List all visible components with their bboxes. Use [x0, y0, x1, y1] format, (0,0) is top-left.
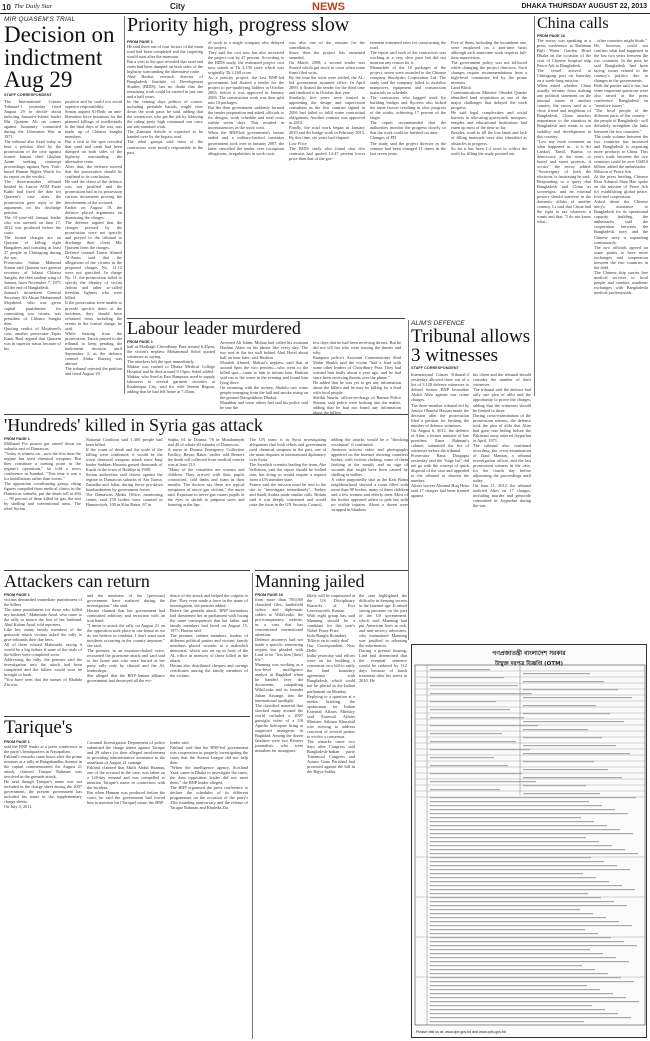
column: Saqba, 61 in Douma, 76 in Moadamiyeh and 40 of whole all suburbs of Damascus. A nurse at Douma Emergency Collection Facility, Bayan Baker, earlier told Reuters the death toll collected from medical centres was at least 213. "Many of the casualties are women and children. They arrived with their pupils constricted, cold limbs and foam in their mouths. The doctors say these are typical symptoms of nerve gas victims," the nurse said. Exposure to nerve gas causes pupils in the eyes to shrink to pinpoint sizes and foaming at the lips.: [167, 436, 245, 508]
column: likely will be imprisoned at the US Disciplinary Barracks at Fort Leavenworth, Kansas. With eight group has said Manning should be a candidate for this year's Nobel Peace Prize. Indo-Bangla Boundary 'Efforts on to ratify deal' Our Correspondent, New Delhi India yesterday said efforts were on for building a consensus on a bill to ratify the land boundary agreement with Bangladesh, which could not be placed in the Indian parliament on Monday. Replying to a question at a media briefing, the spokesman for Indian External Affairs Ministry said External Affairs Minister Salman Khurshid was striving to address concerns of several parties to evolve a consensus. The remarks came two days after Congress said Bangladesh-Indian party Trinamool Congress and Assam Gana Parishad had protested against the bill in the Rajya Sabha.: [307, 592, 355, 775]
article-attackers: [4, 573, 250, 713]
column: Criminal Investigation Department of police submitted the charge sheets against Tarique and 29 others for their alleged involvement in providing administrative assistance to the assailants of August 21 carnage. Fakhrul claimed that Mufti Abdul Hannan, one of the accused in the case, was taken on a 120-day remand and was compelled to mention Tarique's name in connection with the incident. But when Hannan was produced before the court, he said the government had forced him to mention his [Tarique] name, the BNP: [87, 739, 165, 806]
column: Arrested Ali Islam, Mohan had called his assistant Hashim Alam on his phone like every day. The two met at the tea stall behind Abul Hotel about half an hour later, said Hashim. Motaleb Ahmed, Maktar's nephew, said that at around 6pm the two persons—who went to the killed spot—came to him to inform him. Hashim said ran to the scene in the evening and found him lying there. On returning with the money, Shakilu saw some people emerging from the hall and smoke rising on the ground (Saogoddoon Dhaka). Matubbar and some others had said his police said he saw the: [220, 339, 308, 411]
headline: Decision on indictment Aug 29: [4, 22, 115, 93]
column: The envoy was speaking at a press conference at Ruthman Bijli Water Garden Hotel Dhaka on the occasion of the visit of Chinese hospital ship Peace Ark to Bangladesh. The vessel arrived at Chittagong port on Saturday on a week-long mission. When asked whether China usually refrains from making any political statement on the internal issues of another country, the envoy said as a close friend and neighbour of Bangladesh, China attaches importance to the situation in Bangladesh and wants to see stability and development in this country. "Lest any fresh comment on what happened in... is it Sri Lanka's Tamil, Burma or democracy at the time, or hartal and street protests, it occurs" the envoy added. "Sovereignty of both the elections, is frustrating he said. Responding to a query that Bangladesh and China as sovereigns, and no external powers should interfere in the domestic affairs of another country, Li said that China had the right to say whatever it wants and that, "I do not know what...: [537, 37, 591, 225]
article-labour: [127, 318, 405, 416]
ad-footer: Please visit us at: www.dpe.gov.bd and www.cptu.gov.bd: [416, 1030, 506, 1034]
column: National Coalition said 1,300 people had been killed. If the count of death and the scale of the killing were confirmed, it would be the worst chemical weapons attack since Iraqi leader Saddam Hussein gassed thousands of Kurds in the town of Halabja in 1988. Syrian authorities said claims against the regime in Damascus suburbs of Ain Tarma, Zamalka and Jobar, during fierce pro-dawn bombardments by government forces. The Damascus Media Office, monitoring centre, said 150 bodies were counted in Hamouriyeh, 100 in Kfar Batna, 67 in: [85, 436, 163, 508]
page-number: 10: [2, 3, 11, 12]
from-page: FROM PAGE 1: [127, 39, 153, 44]
paper-name: The Daily Star: [14, 3, 53, 10]
column: International Crimes Tribunal-2 yesterday allowed three out of a list of 3,128 defence witnesses to defend former BNP lawmaker Abdul Alim against war crime charges. The three-member tribunal led by Justice Obaidul Hassan made the decision after the prosecution filed a petition for limiting the number of defence witnesses. On August 6, 2012, the defence of Alim, a former minister of late president Ziaur Rahman's cabinet, submitted the list of witnesses before the tribunal. Prosecutor Rana Dasgupta yesterday said the "huge list" did not go with the concept of quick disposal of the case and appealed to the tribunal to shorten the number. Alim's lawyer Ahsanul Huq Hena said 17 charges had been framed against: [411, 372, 469, 499]
headline: Labour leader murdered: [127, 318, 301, 338]
headline: Tribunal allows 3 witnesses: [411, 326, 531, 366]
column: Miliband For poison gas rained down on suburbs east of Damascus. "Today is witness on... now the first time the regime has used chemical weapons. But they constitute a turning point in the regime's operations," he told a news conference in Istanbul. "This time it was a for installations rather than towns." The opposition coordinating group, citing figures compiled from medical clinics in the Damascus suburbs, put the death toll at 494 — 90 percent of them killed by gas, the rest by shelling and conventional arms. The rebel Syrian: [4, 440, 81, 512]
column: leader said. Fakhrul said that the BNP-led government was cooperative in properly investigating the cases that the Awami League did not help then. "When the intelligence agency, Scotland Yard, came to Dhaka to investigate the cases, the then opposition leader did not meet them," the BNP leader alleged. The BNP organised the press conference to declare the schedules of its different programmes on the occasion of the party's 35th founding anniversary and the release of Tarique Rahman and Khaleda Zia.: [170, 739, 248, 811]
article-china: [537, 16, 648, 396]
from-page: FROM PAGE 16: [255, 592, 283, 597]
headline: China calls: [537, 15, 609, 32]
column: hall at Madhagh Chowdhury Para around 6.45pm, the victim's nephew Mohammad Sohel quoted witnesses as saying. The attackers left the spot immediately. Maktar was rushed to Dhaka Medical College Hospital and he died around 9.15pm, Sohel added. Maktar, who lived at East Rampura, used to supply labourers to several garment factories at Ibrahimpur City, said his wife Jesmin Begum, adding that he had left home at 7.45am.: [127, 343, 215, 395]
column: from more than 700,000 classified files, battlefield videos and diplomatic cables to WikiLeaks, the pro-transparency website, in a case that has concentrated international attention. Defence attorneys had not made a specific sentencing request but pleaded with Lind to be "lets him [their] life". Manning was working as a low-level intelligence analyst in Baghdad when he handed over the documents, catapulting WikiLeaks and its founder Julian Assange, into the international spotlight. The classified material that shocked many around the world included a 2007 gunsight video of a US Apache helicopter firing at suspected insurgents in Baghdad. Among the dozen fatalities were two Reuters journalists, who were mistaken for insurgents.: [255, 596, 303, 754]
kicker: ALIM'S DEFENCE: [411, 320, 465, 327]
from-page: FROM PAGE 1: [4, 739, 30, 744]
column: position and he could not avoid superior responsibility. Simon argued Al-Badr, an anti-liberation force infamous for the planned killings of intellectuals in the final days of the war, was made up of Chhatra Sangha members. But a visit to the spot revealed that sand and earth had been dumped on both sides of the highway surrounding the alternative route. After that, the defence moved that the prosecution should be confined to its conclusion. He said the claim of the defence was not justified and the prosecution had in its possession various documents proving the involvement of the accused. Earlier on August 19, the defence placed arguments on dismissing the charges. The defence argued that the charges pressed by the prosecution were not specific and prayed to the tribunal to discharge their client Mir Quasem from the charges. Defence counsel Tanvir Ahmed Al-Amin said that the allegations of the victims in the proposed charges No. 11-12 were not specified. In charge No. 11, the prosecution failed to specify the identity of victim Jashim and other so-called freedom fighters who were killed. If the prosecution were unable to provide specific dates of the incidents, they should have refrained from including the events in the formal charge, he said. While hearing from the prosecution, Tanvir prayed to the tribunal to keep pending the indictment decision until September 4, as the defence counsel Abdur Razzaq was abroad. The tribunal rejected the petition and fixed August 29.: [65, 98, 122, 377]
column: dence of the attack and helped the culprits to flee. They even made a farce in the name of investigation, the premier added. Before the grenade attack, BNP lawmakers had threatened her in parliament with facing the same consequences that her father and family members had faced on August 15, 1975, Hasina said. The premier, cabinet members, leaders of different political parties and victims' family members placed wreaths at a makeshift memorial, which was set up in front of the AL office in memory of those killed in the attack. Hasina also distributed cheques and savings certificates among the family members of the victims.: [170, 592, 248, 679]
column: the case highlighted the difficulty in keeping secrets in the Internet age. It raised strong passions on the part of the US government, which said Manning had put American lives at risk, and anti-secrecy advocates, who maintained Manning was justified in releasing the information. During a pretrial hearing, Lind had determined that the eventual sentence would be reduced by 112 days because of harsh treatment after his arrest in 2010. He: [359, 592, 407, 684]
headline: Tarique's: [4, 717, 73, 738]
headline: 'Hundreds' killed in Syria gas attack: [4, 415, 263, 435]
byline: STAFF CORRESPONDENT: [411, 366, 459, 371]
kicker: MIR QUASEM'S TRIAL: [4, 16, 76, 23]
from-page: FROM PAGE 1: [4, 592, 30, 597]
tender-table: [415, 665, 645, 1027]
masthead: [0, 0, 650, 14]
column: The UN team is in Syria investigating allegations that both rebels and government used chemical weapons in the past, one of the main disputes in international diplomacy over Syria. The Swedish scientist leading the team, Ake Sellstrom, said the report should be looked into, but doing so would require a request from a UN member state. France said the mission must be sent to the site to "investigate immediately". Turkey and Saudi Arabia made similar calls. Britain said it was deeply concerned and would raise the issue in the UN Security Council,: [249, 436, 327, 508]
column: was also one of the reasons for the cancellation. Since then the project has remained stranded. On March 2008, a second tender was floated which got stuck in court when some firms filed writs. By the time the writs were settled, the AL-led government assumed office. In April 2009, it floated the tender for the third time and finalised it in October that year. Similarly, five years were wasted in appointing the design and supervision consultant as the first contract signed in 2006 had failed to fulfil some contractual obligations. Another contract was approved in 2010. Finally, the road work began in January 2010 and the bridge work in February 2013. By this time, six years had elapsed. Low Price The BIDS study also found that five contracts had quoted 14-47 percent lower price than that of the gov-: [289, 39, 365, 161]
article-priority: [127, 16, 531, 316]
headline: Manning jailed: [255, 571, 365, 591]
article-tarique: [4, 719, 250, 1039]
article-manning: [255, 573, 408, 1039]
from-page: FROM PAGE 16: [537, 33, 565, 38]
column: He said three out of four factors of the main road had been completed and the carpeting would start after the monsoon. But a visit to the spot revealed that sand and earth had been dumped on both sides of the highway surrounding the alternative route. Abul Bashar, research director of Bangladesh Institute of Development Studies (BIDS), has no doubt that the remaining work could be carried in just one and a half years. In the coming days politics of course, including probable hartals, might slow down the work pace, he said, adding that the contractors who get the job by lobbying the ruling party high command can carry out sub-standard work. The Zamuna Ashole is expected to be handed over by the bypass road. The rebel groups said most of the contractors were mostly responsible in the past.: [127, 43, 204, 155]
tender-advertisement: [411, 644, 647, 1038]
column: and the ministers of her [previous] government have surfaced during the investigation," she said. Hasina claimed that her government had committed arbitrary and terrorism with an iron hand. "I mean to attack the rally on August 21 on the opposition took place in one house as we do not believe in vendetta. I don't want such incidents occurring in the country anymore," she said. The premier, in an emotion-choked voice, recounted the gruesome attack and said said in her home and who were buried at her party rally only by clinical and the AL leaderships. She alleged that the BNP-Jamaat alliance government had destroyed all the evi-: [87, 592, 165, 684]
byline: STAFF CORRESPONDENT: [4, 92, 52, 97]
news-label: NEWS: [312, 1, 345, 13]
column: of work to a single company also delayed the project. They said the cost now has also increased the project cost by 47 percent. According to the BIDS study, the estimated project cost now stands at Tk 3,150 crore which was originally Tk 2,168 crore. As a priority project, the last BNP-led government had floated a tender for the project to pre-qualifying bidders in October 2005, before it was approved in January 2006. The construction work was then split into 10 packages. But the then government suddenly formed the tender preparation and asked officials to fix designs, work schedule and total costs within seven days. This resulted in inconsistencies in the work costs. When the BNP-led government's tenure ended and a military-backed caretaker government took over in January 2007, the latter cancelled the tender over corruption allegations, irregularities in work costs: [208, 39, 284, 156]
section-name: City: [170, 2, 186, 11]
dateline: DHAKA THURSDAY AUGUST 22, 2013: [521, 3, 647, 10]
column: adding the attacks would be a "shocking escalation" if confirmed. Amateur activist video and photographs appeared on the Internet showing countless bodies, with victims choking, some of them frothing at the mouth, and no sign of wounds that might have been caused by shelling or bullets. A video purportedly shot in the Kafr Batna neighbourhood showed a room filled with more than 90 bodies, many of them children and a few women and elderly men. Most of the bodies appeared ashen or pale but with no visible injuries. About a dozen were wrapped in blankets.: [331, 436, 408, 513]
column: ...other countries might think." He, however, could not confirm what had happened in the last two years between the two countries. In the past, he said Bangladesh had been facing issues related to the country's politics due to changes in the governments. Both the parties said it fair, but some important questions were also raised at the press conference. Bangladesh on "sensitive issues". "The local people of the different parts of the country - the people of Bangladesh - will definitely strengthen the links between the two countries." The trade volume between the two countries has increased and Bangladesh is exporting more products to China. This year's trade between the two countries could be over US$10 billion, added the ambassador. Mission of Peace Ark At the press briefing, Chinese Rear Admiral Shen Hao spoke on the mission of Peace Ark for establishing global peace, love and cooperation. Asked about the Chinese navy's assistance to Bangladesh for its operational capacity building, the ambassador said the cooperation between the Bangladesh navy and the Chinese navy is expanding continuously. The two officials agreed on some points to have more exchanges and cooperation between the two countries in the field. The Chinese ship carries free medical services to local people and conduct academic exchanges with Bangladeshi medical professionals.: [594, 37, 648, 296]
from-page: FROM PAGE 1: [4, 436, 30, 441]
column: said the BNP leader at a press conference at the party's headquarters in Nayapaltan. Fakhrul's remarks came hours after the prime minister at a rally at Bangabandhu Avenue in the capital commemorated the August 21 attack, claimed Tarique Rahman was involved in the grenade attack. He said though Tarique's name was not included in the charge sheet during the 2007 government, the present government has included his name in the supplementary charge sheets. On July 3, 2011,: [4, 743, 82, 810]
from-page: FROM PAGE 1: [127, 339, 153, 344]
headline: Priority high, progress slow: [127, 14, 350, 36]
column: victims demanded immediate punishment of the killers. The same punishment for those who killed my husband," Mahmuda Azad, who came to the rally to mourn the loss of her husband, Abul Kalam Azad, told reporters. Like her, many family members of the genocide attack victims asked the rally to give tribunals their due laws. All of them echoed Mahmuda, saying it would be a big failure if none of the trials of the killers were completed soon. Addressing the rally, the premier said the investigation into the attack had been completed and the killers would soon be brought to book. "You have seen that the names of Bhabda Zia was: [4, 596, 82, 688]
column: The International Crimes Tribunal-1 yesterday fixed August 29 to decide about indicting Jamaat-e-Islami leader Mir Quasem Ali on crimes against humanity committed during the Liberation War in 1971. The tribunal also fixed today to hear a petition filed by the prosecution of the case against former Jamaat chief Ghulam Azam seeking contempt proceedings against New York-based Human Rights Watch for its report on the verdict. The three-member tribunal headed by Justice ATM Fazle Kabir had fixed the date for Quasem's case after the prosecution gave reply to the arguments on his discharge petition. The 61-year-old Jamaat leader who was arrested on June 17, 2012 was produced before the court. The formal charges are on Quasem of killing eight Bangalees and torturing at least 27 people in Chittagong during the war. Prosecutor Sultan Mahmud Simon said Quasem was general secretary of Islami Chhatra Sangha, the then student wing of Jamaat, from November 7, 1971 till the end of Bangladesh. Jamaat's incumbent General Secretary Ali Ahsan Muhammad Mojaheed, who was given capital punishment for committing war crimes, was president of Chhatra Sangha then. Quoting verdict of Mojaheed's case, another prosecutor Tapas Kanti Baul argued that Quasem was in superior status because of his: [4, 98, 61, 351]
column: Five of them, including the incumbent one, were employed on a part-time basis although each man-time work requires full-time supervision. The government policy was not followed while changing the project directors. Such changes require recommendations from a high-level committee led by the prime minister. Land Block Communications Minister Obaidul Quader identified land acquisition as one of the major challenges that delayed the work progress. He said legal complexities and social barriers in relocating graveyards, mosques, temples and educational institutions had eaten up most of the time so far. Besides, work to fill the low lands and lack of filling materials were also identified as obstacles to progress. So far it has been 1.4 acres to collect the earth for filling the study pointed out.: [451, 39, 527, 156]
headline: Attackers can return: [4, 571, 150, 591]
article-tribunal: [411, 320, 531, 640]
ad-subtitle: উন্মুক্ত দরপত্র বিজ্ঞপ্তি (OTM): [494, 661, 564, 667]
column: his client and the tribunal should consider the number of their witnesses. The tribunal said the defence had only one plea of alibi and the opportunity to prove the charges, adding that the witnesses should be limited to three. During cross-examination of the prosecution witness, the defence took the plea of alibi that Alim had gone into hiding before the Pakistani army entered Joypurhat in April, 1971. The tribunal also continued recording the cross-examination of Ziaul Mamun, a tribunal investigation officer, and the last prosecution witness in the case, for the fourth day before adjourning the proceedings until today. On June 11, 2012, the tribunal indicted Alim on 17 charges, including murder and genocide committed in Joypurhat during the war.: [473, 372, 531, 509]
ad-title: গণপ্রজাতন্ত্রী বাংলাদেশ সরকার: [492, 650, 566, 657]
article-syria: [4, 417, 408, 567]
article-indictment: [4, 16, 122, 394]
column: ernment estimated rates for constructing the road. The report said each of the contractors was working at a very slow pace but did not mention any reason for it. Meanwhile of the 10 packages of the project, seven were awarded to the Chinese company Sinohydro Corporation Ltd. The study said the company failed to mobilise manpower, equipment and construction materials on schedule. The contractors who bagged work for building bridges and flyovers also lacked the same factors resulting in slow progress of the works, achieving 17 percent of the target. The report recommended that the authorities monitor the progress closely so that the work could be finished on time. Changes of PD The study said the project director in the venture had been changed 11 times in the last seven years.: [370, 39, 446, 156]
column: few days that he had been receiving threats. But he did not tell her who were issuing the threats and why. Rampura police's Assistant Commissioner Abul Mahir Shaikh said the victim "had a feud with some other leaders of Chowdhury Para. They had warned him badly about a year ago, and he had since been receiving threats over the phone." He added that he was yet to get any information about the killers and he may be killing for a feud with local people. Sheikh Nasrin, officer-in-charge of Ramna Police Station, said police were looking into the matter, adding that he had not found any information about the killers.: [313, 339, 401, 416]
